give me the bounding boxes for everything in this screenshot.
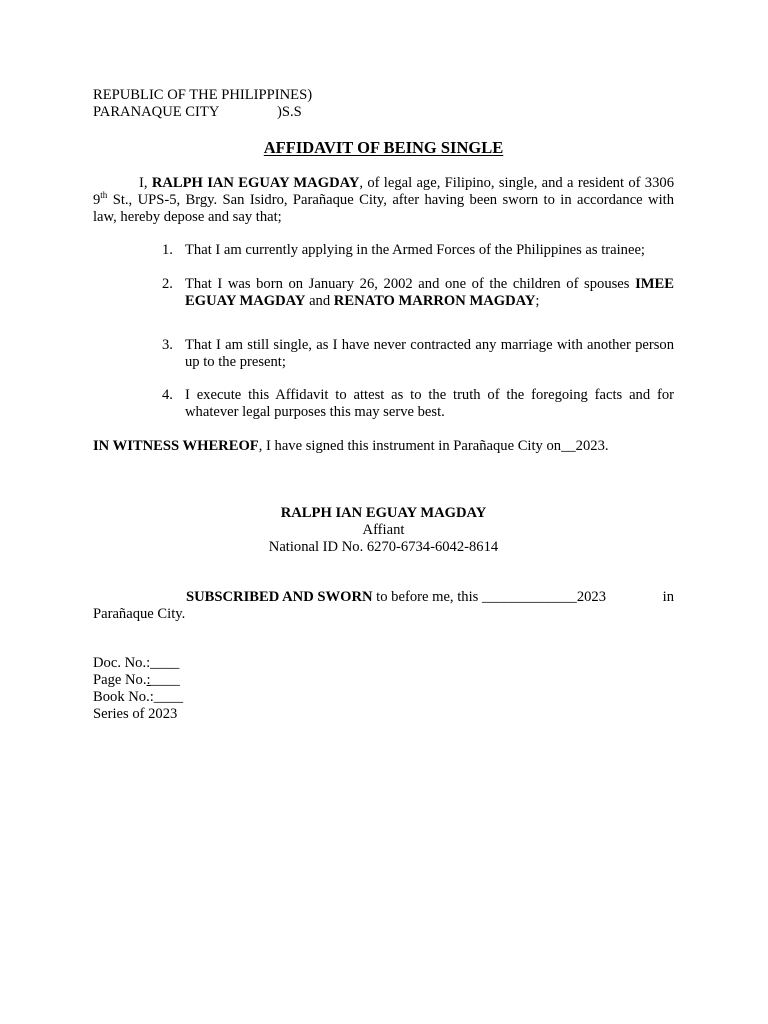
list-item-number: 3.: [162, 337, 173, 353]
intro-text-1: , of legal age, Filipino, single, and a resident of 3306 9: [93, 175, 674, 208]
list-item-number: 2.: [162, 276, 173, 292]
national-id: National ID No. 6270-6734-6042-8614: [268, 539, 499, 555]
list-item-number: 4.: [162, 387, 173, 403]
list-item-text: [185, 337, 674, 371]
jurat-bold: SUBSCRIBED AND SWORN: [186, 589, 373, 605]
notarial-entries: [93, 655, 293, 723]
venue-line-republic: [93, 87, 312, 104]
jurat-in: in: [662, 589, 674, 605]
item-4-text: I execute this Affidavit to attest as to the truth of the foregoing facts and for whatever legal purposes this may serve best.: [185, 387, 674, 420]
item-2-text-c: ;: [535, 293, 540, 309]
signature-block: [93, 505, 674, 556]
affiant-name: RALPH IAN EGUAY MAGDAY: [280, 505, 487, 521]
document-title: AFFIDAVIT OF BEING SINGLE: [263, 138, 504, 157]
series: Series of 2023: [93, 706, 178, 722]
mother-name: IMEE EGUAY MAGDAY: [185, 276, 674, 309]
father-name: RENATO MARRON MAGDAY: [333, 293, 536, 309]
item-1-text: That I am currently applying in the Armed Forces of the Philippines as trainee;: [185, 242, 645, 258]
page-no-blank: ____: [150, 672, 180, 688]
witness-bold: IN WITNESS WHEREOF: [93, 438, 259, 454]
page-no: [93, 672, 293, 689]
item-3-text: That I am still single, as I have never contracted any marriage with another person up to the present;: [185, 337, 674, 370]
witness-text: , I have signed this instrument in Parañaque City on__2023.: [258, 438, 609, 454]
list-item-text: [185, 242, 674, 259]
jurat-line-2: Parañaque City.: [93, 606, 186, 622]
item-2-text-a: That I was born on January 26, 2002 and one of the children of spouses: [185, 276, 636, 292]
page-no-colon: :: [146, 672, 151, 688]
list-item: [162, 242, 674, 259]
page-no-label: Page No.: [93, 672, 147, 688]
venue-line-city: [93, 104, 393, 121]
doc-no: Doc. No.:____: [93, 655, 180, 671]
jurat-line-1: [186, 589, 606, 606]
list-item-number: 1.: [162, 242, 173, 258]
list-item: [162, 337, 674, 371]
book-no: Book No.:____: [93, 689, 183, 705]
intro-paragraph: [93, 175, 674, 226]
item-2-text-b: and: [305, 293, 334, 309]
affiant-name-inline: RALPH IAN EGUAY MAGDAY: [151, 175, 360, 191]
list-item: [162, 387, 674, 421]
list-item-text: [185, 387, 674, 421]
witness-paragraph: [93, 438, 674, 455]
venue-republic-text: REPUBLIC OF THE PHILIPPINES): [93, 87, 313, 103]
venue-city-text: PARANAQUE CITY: [93, 104, 220, 120]
intro-prefix: I,: [139, 175, 152, 191]
jurat-text: to before me, this _____________2023: [372, 589, 607, 605]
intro-text-2: St., UPS-5, Brgy. San Isidro, Parañaque City, after having been sworn to in accordance with law, hereby depose and say that;: [93, 192, 674, 225]
jurat-paragraph: [93, 589, 674, 623]
venue-ss-text: )S.S: [277, 104, 302, 120]
intro-superscript: th: [100, 190, 108, 201]
list-item: [162, 276, 674, 310]
affiant-role: Affiant: [362, 522, 405, 538]
list-item-text: [185, 276, 674, 310]
